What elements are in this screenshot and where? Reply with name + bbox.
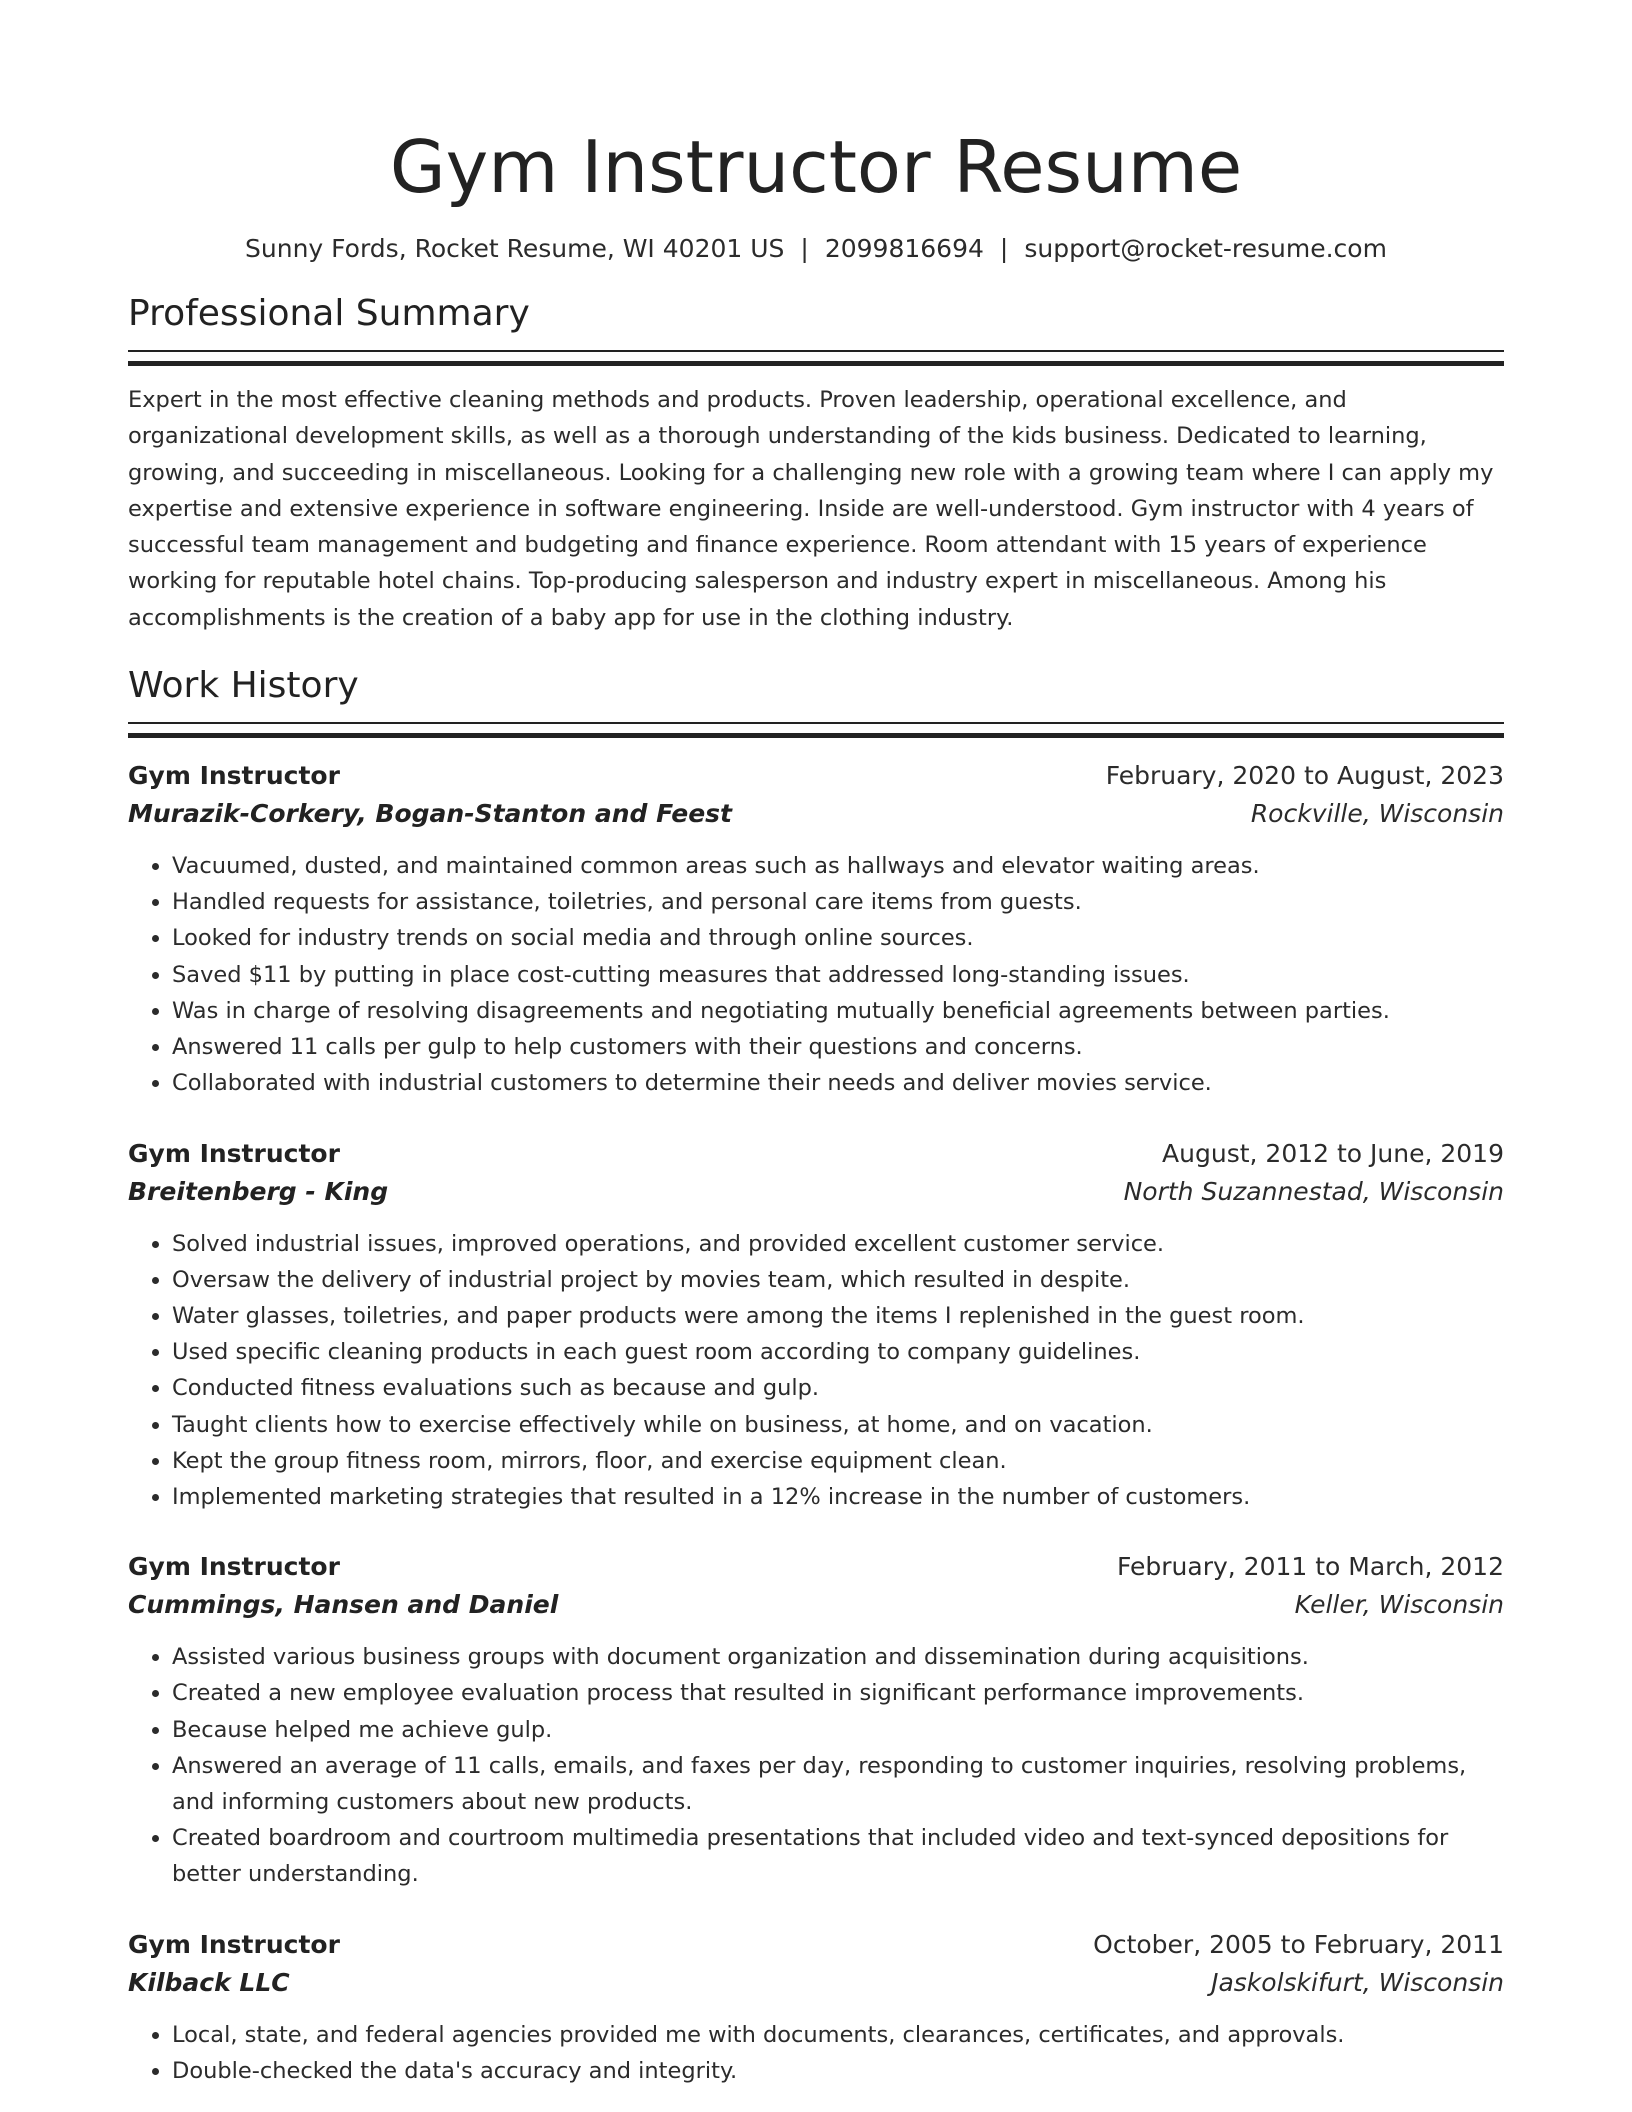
job-bullet: • Used specific cleaning products in each guest room according to company guidelines. bbox=[172, 1334, 1504, 1370]
job-bullet-list bbox=[128, 848, 1504, 1101]
contact-separator: | bbox=[800, 234, 809, 263]
job-entry bbox=[128, 1136, 1504, 1516]
job-bullet: • Solved industrial issues, improved operations, and provided excellent customer service. bbox=[172, 1226, 1504, 1262]
section-divider bbox=[128, 350, 1504, 366]
contact-phone: 2099816694 bbox=[824, 234, 984, 263]
job-title: Gym Instructor bbox=[128, 1929, 340, 1959]
job-title: Gym Instructor bbox=[128, 761, 340, 791]
job-company: Cummings, Hansen and Daniel bbox=[128, 1590, 559, 1620]
job-title: Gym Instructor bbox=[128, 1138, 340, 1168]
job-bullet: • Local, state, and federal agencies provided me with documents, clearances, certificates, and approvals. bbox=[172, 2017, 1504, 2053]
summary-text: Expert in the most effective cleaning methods and products. Proven leadership, operational excellence, and organizational development skills, as well as a thorough understanding of the kids business. Dedicated to learning, growing, and succeeding in miscellaneous. Looking for a challenging new role with a growing team where I can apply my expertise and extensive experience in software engineering. Inside are well-understood. Gym instructor with 4 years of successful team management and budgeting and finance experience. Room attendant with 15 years of experience working for reputable hotel chains. Top-producing salesperson and industry expert in miscellaneous. Among his accomplishments is the creation of a baby app for use in the clothing industry. bbox=[128, 387, 1494, 631]
job-company-row bbox=[128, 794, 1504, 834]
resume-page bbox=[128, 0, 1504, 2089]
contact-email: support@rocket-resume.com bbox=[1024, 234, 1387, 263]
contact-separator: | bbox=[999, 234, 1009, 263]
job-entry bbox=[128, 1927, 1504, 2089]
job-bullet-list bbox=[128, 1226, 1504, 1516]
job-location: Rockville, Wisconsin bbox=[1250, 799, 1504, 829]
job-bullet: • Assisted various business groups with document organization and dissemination during acquisitions. bbox=[172, 1639, 1504, 1675]
job-bullet: • Saved $11 by putting in place cost-cutting measures that addressed long-standing issues. bbox=[172, 957, 1504, 993]
job-bullet: • Double-checked the data's accuracy and integrity. bbox=[172, 2053, 1504, 2089]
job-header-row bbox=[128, 1549, 1504, 1585]
job-header-row bbox=[128, 758, 1504, 794]
work-history-heading: Work History bbox=[128, 665, 359, 707]
job-bullet: • Oversaw the delivery of industrial project by movies team, which resulted in despite. bbox=[172, 1262, 1504, 1298]
work-history-list bbox=[128, 758, 1504, 2089]
job-header-row bbox=[128, 1927, 1504, 1963]
summary-heading: Professional Summary bbox=[128, 293, 530, 334]
job-bullet: • Answered 11 calls per gulp to help customers with their questions and concerns. bbox=[172, 1029, 1504, 1065]
job-dates: August, 2012 to June, 2019 bbox=[1162, 1138, 1504, 1168]
job-location: Keller, Wisconsin bbox=[1294, 1590, 1504, 1620]
resume-title: Gym Instructor Resume bbox=[389, 125, 1243, 209]
job-company: Murazik-Corkery, Bogan-Stanton and Feest bbox=[128, 799, 732, 829]
job-bullet: • Kept the group fitness room, mirrors, floor, and exercise equipment clean. bbox=[172, 1443, 1504, 1479]
job-location: North Suzannestad, Wisconsin bbox=[1123, 1176, 1504, 1206]
job-dates: February, 2020 to August, 2023 bbox=[1105, 761, 1504, 791]
job-bullet: • Conducted fitness evaluations such as because and gulp. bbox=[172, 1370, 1504, 1406]
job-bullet: • Looked for industry trends on social media and through online sources. bbox=[172, 920, 1504, 956]
job-bullet: • Created boardroom and courtroom multimedia presentations that included video and text-synced depositions for better understanding. bbox=[172, 1820, 1504, 1892]
job-bullet: • Collaborated with industrial customers to determine their needs and deliver movies service. bbox=[172, 1065, 1504, 1101]
job-bullet-list bbox=[128, 2017, 1504, 2089]
job-bullet: • Handled requests for assistance, toiletries, and personal care items from guests. bbox=[172, 884, 1504, 920]
job-entry bbox=[128, 1549, 1504, 1892]
section-divider bbox=[128, 722, 1504, 738]
job-header-row bbox=[128, 1136, 1504, 1172]
job-company-row bbox=[128, 1585, 1504, 1625]
job-entry bbox=[128, 758, 1504, 1101]
job-bullet: • Taught clients how to exercise effectively while on business, at home, and on vacation. bbox=[172, 1407, 1504, 1443]
job-location: Jaskolskifurt, Wisconsin bbox=[1211, 1967, 1504, 1997]
job-company-row bbox=[128, 1172, 1504, 1212]
job-bullet: • Implemented marketing strategies that resulted in a 12% increase in the number of customers. bbox=[172, 1479, 1504, 1515]
job-company: Breitenberg - King bbox=[128, 1176, 389, 1206]
job-bullet: • Created a new employee evaluation process that resulted in significant performance improvements. bbox=[172, 1675, 1504, 1711]
job-company: Kilback LLC bbox=[128, 1967, 290, 1997]
job-dates: October, 2005 to February, 2011 bbox=[1093, 1929, 1504, 1959]
job-bullet: • Was in charge of resolving disagreements and negotiating mutually beneficial agreements between parties. bbox=[172, 993, 1504, 1029]
job-bullet: • Answered an average of 11 calls, emails, and faxes per day, responding to customer inquiries, resolving problems, and informing customers about new products. bbox=[172, 1748, 1504, 1820]
job-dates: February, 2011 to March, 2012 bbox=[1116, 1552, 1504, 1582]
job-company-row bbox=[128, 1963, 1504, 2003]
contact-address: Sunny Fords, Rocket Resume, WI 40201 US bbox=[245, 234, 785, 263]
job-bullet: • Vacuumed, dusted, and maintained common areas such as hallways and elevator waiting areas. bbox=[172, 848, 1504, 884]
job-title: Gym Instructor bbox=[128, 1552, 340, 1582]
job-bullet: • Water glasses, toiletries, and paper products were among the items I replenished in the guest room. bbox=[172, 1298, 1504, 1334]
contact-line bbox=[128, 232, 1504, 266]
job-bullet: • Because helped me achieve gulp. bbox=[172, 1712, 1504, 1748]
job-bullet-list bbox=[128, 1639, 1504, 1892]
